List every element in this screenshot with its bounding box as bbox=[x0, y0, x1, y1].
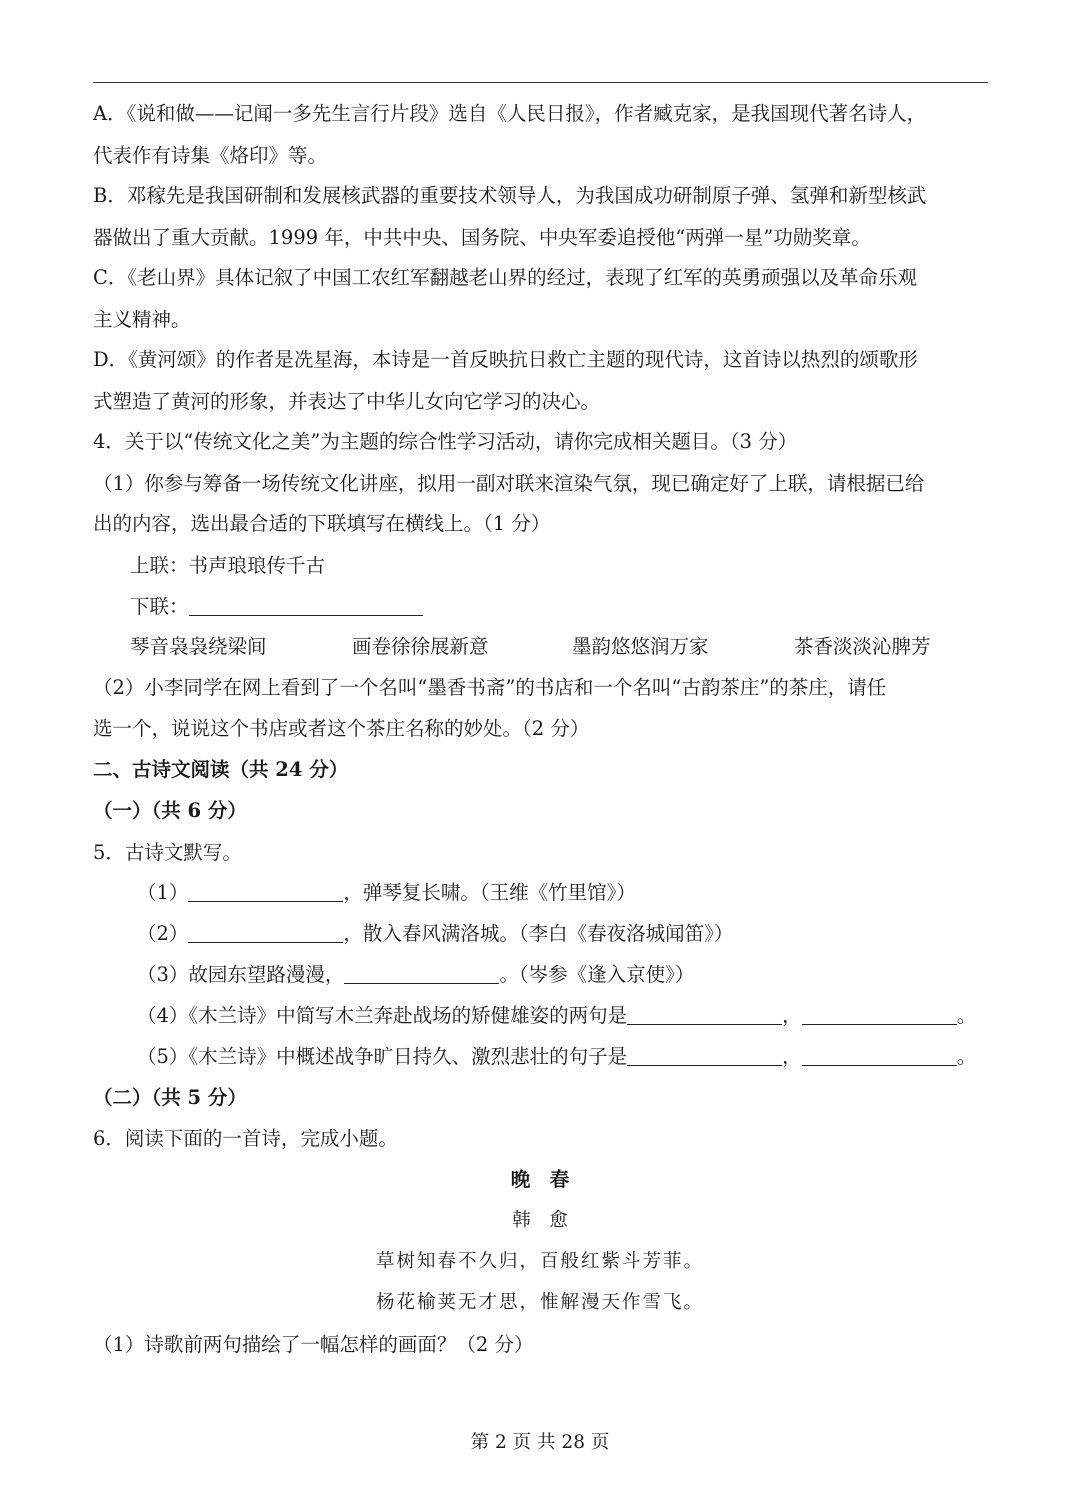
couplet-lower-blank[interactable] bbox=[189, 597, 423, 616]
q4-part1-line-2: 出的内容，选出最合适的下联填写在横线上。（1 分） bbox=[93, 512, 551, 535]
couplet-option-2: 画卷徐徐展新意 bbox=[352, 635, 489, 658]
q5-item-4-period: 。 bbox=[956, 1004, 977, 1027]
option-d-line-2: 式塑造了黄河的形象，并表达了中华儿女向它学习的决心。 bbox=[93, 390, 601, 413]
q6-part1: （1）诗歌前两句描绘了一幅怎样的画面？（2 分） bbox=[93, 1333, 534, 1356]
option-a-line-2: 代表作有诗集《烙印》等。 bbox=[93, 144, 328, 167]
q5-item-1-label: （1） bbox=[137, 881, 189, 904]
q5-item-5-period: 。 bbox=[956, 1045, 977, 1068]
option-c-line-1: C．《老山界》具体记叙了中国工农红军翻越老山界的经过，表现了红军的英勇顽强以及革命乐观 bbox=[93, 266, 918, 289]
couplet-option-3: 墨韵悠悠润万家 bbox=[572, 635, 709, 658]
part-2-heading: （二）（共 5 分） bbox=[93, 1086, 247, 1109]
top-rule bbox=[93, 82, 988, 83]
poem-author: 韩 愈 bbox=[512, 1210, 568, 1231]
q5-item-2-label: （2） bbox=[137, 922, 189, 945]
q5-item-5-blank-1[interactable] bbox=[627, 1047, 782, 1066]
poem-title: 晚 春 bbox=[510, 1168, 570, 1191]
part-1-heading: （一）（共 6 分） bbox=[93, 799, 247, 822]
couplet-option-1: 琴音袅袅绕梁间 bbox=[130, 635, 267, 658]
couplet-option-4: 茶香淡淡沁脾芳 bbox=[794, 635, 931, 658]
q5-item-5-comma: ， bbox=[782, 1045, 802, 1068]
q5-item-1-text: ，弹琴复长啸。（王维《竹里馆》） bbox=[343, 881, 636, 904]
q5-item-3-text-pre: （3）故园东望路漫漫， bbox=[137, 963, 345, 986]
q4-stem: 4．关于以“传统文化之美”为主题的综合性学习活动，请你完成相关题目。（3 分） bbox=[93, 430, 798, 453]
option-b-line-2: 器做出了重大贡献。1999 年，中共中央、国务院、中央军委追授他“两弹一星”功勋奖章。 bbox=[93, 226, 871, 249]
option-d-line-1: D．《黄河颂》的作者是冼星海，本诗是一首反映抗日救亡主题的现代诗，这首诗以热烈的颂歌形 bbox=[93, 348, 918, 371]
q5-item-1 bbox=[137, 883, 636, 903]
q5-item-4-comma: ， bbox=[782, 1004, 802, 1027]
couplet-lower bbox=[130, 597, 423, 617]
couplet-lower-label: 下联： bbox=[130, 595, 189, 618]
q5-item-3-blank[interactable] bbox=[344, 965, 499, 984]
q5-item-5-blank-2[interactable] bbox=[802, 1047, 957, 1066]
q5-item-3 bbox=[137, 965, 694, 985]
page-footer: 第 2 页 共 28 页 bbox=[470, 1432, 610, 1453]
q5-item-4-blank-1[interactable] bbox=[627, 1006, 782, 1025]
q5-item-5 bbox=[137, 1047, 976, 1067]
option-a-line-1: A．《说和做——记闻一多先生言行片段》选自《人民日报》，作者臧克家，是我国现代著名诗人， bbox=[93, 102, 927, 125]
section-2-title: 二、古诗文阅读（共 24 分） bbox=[93, 758, 349, 781]
q5-item-4-text: （4）《木兰诗》中简写木兰奔赴战场的矫健雄姿的两句是 bbox=[137, 1004, 628, 1027]
q5-stem: 5．古诗文默写。 bbox=[93, 841, 242, 864]
q4-part2-line-1: （2）小李同学在网上看到了一个名叫“墨香书斋”的书店和一个名叫“古韵茶庄”的茶庄，请任 bbox=[93, 676, 887, 699]
q4-part2-line-2: 选一个，说说这个书店或者这个茶庄名称的妙处。（2 分） bbox=[93, 717, 590, 740]
couplet-upper: 上联：书声琅琅传千古 bbox=[130, 554, 326, 577]
q5-item-2-text: ，散入春风满洛城。（李白《春夜洛城闻笛》） bbox=[343, 922, 734, 945]
poem-line-1: 草树知春不久归，百般红紫斗芳菲。 bbox=[375, 1251, 704, 1272]
option-c-line-2: 主义精神。 bbox=[93, 308, 191, 331]
q5-item-2 bbox=[137, 924, 733, 944]
q5-item-4 bbox=[137, 1006, 976, 1026]
poem-line-2: 杨花榆荚无才思，惟解漫天作雪飞。 bbox=[375, 1292, 704, 1313]
q4-part1-line-1: （1）你参与筹备一场传统文化讲座，拟用一副对联来渲染气氛，现已确定好了上联，请根据已给 bbox=[93, 472, 925, 495]
q5-item-5-text: （5）《木兰诗》中概述战争旷日持久、激烈悲壮的句子是 bbox=[137, 1045, 628, 1068]
option-b-line-1: B．邓稼先是我国研制和发展核武器的重要技术领导人，为我国成功研制原子弹、氢弹和新型核武 bbox=[93, 184, 927, 207]
q5-item-3-text-post: 。（岑参《逢入京使》） bbox=[499, 963, 695, 986]
q5-item-2-blank[interactable] bbox=[188, 924, 343, 943]
q5-item-1-blank[interactable] bbox=[188, 883, 343, 902]
q6-stem: 6．阅读下面的一首诗，完成小题。 bbox=[93, 1127, 398, 1150]
q5-item-4-blank-2[interactable] bbox=[802, 1006, 957, 1025]
